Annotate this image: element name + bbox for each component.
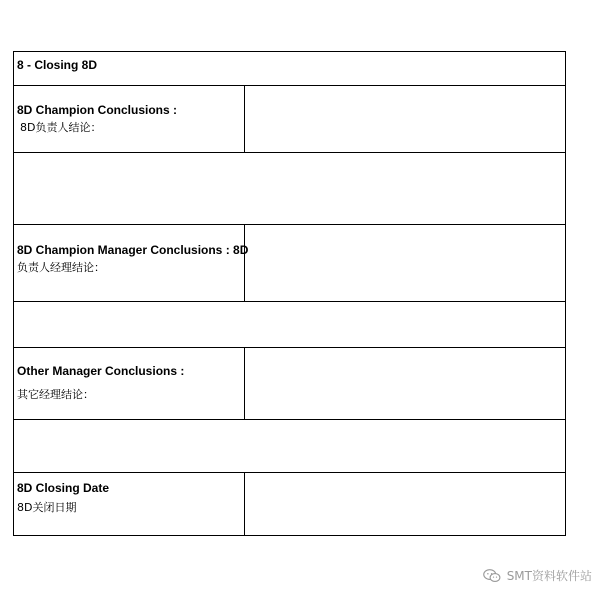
champion-manager-conclusions-label (14, 225, 249, 301)
closing-8d-form (13, 51, 566, 536)
champion-manager-conclusions-field[interactable] (245, 225, 565, 301)
closing-date-row (14, 473, 565, 535)
watermark (483, 567, 592, 584)
other-manager-conclusions-label-cn: 其它经理结论： (17, 388, 94, 401)
champion-manager-conclusions-row (14, 225, 565, 302)
section-header-row (14, 52, 565, 86)
closing-date-label-cn: 8D关闭日期 (17, 501, 77, 514)
other-manager-conclusions-label-en: Other Manager Conclusions : (17, 364, 185, 378)
champion-conclusions-field[interactable] (245, 86, 565, 152)
other-manager-notes-area[interactable] (14, 420, 565, 473)
champion-conclusions-label (14, 86, 245, 152)
closing-date-label (14, 473, 245, 535)
champion-conclusions-label-en: 8D Champion Conclusions : (17, 103, 178, 117)
other-manager-conclusions-label (14, 348, 245, 419)
other-manager-conclusions-field[interactable] (245, 348, 565, 419)
champion-conclusions-label-cn: 8D负责人结论： (20, 121, 102, 134)
closing-date-label-en: 8D Closing Date (17, 481, 110, 495)
closing-date-field[interactable] (245, 473, 565, 535)
champion-manager-conclusions-label-en: 8D Champion Manager Conclusions : 8D (17, 243, 249, 257)
section-title: 8 - Closing 8D (17, 58, 98, 72)
champion-manager-notes-area[interactable] (14, 302, 565, 348)
champion-manager-conclusions-label-cn: 负责人经理结论： (17, 261, 105, 274)
wechat-icon (483, 568, 501, 584)
other-manager-conclusions-row (14, 348, 565, 420)
champion-conclusions-row (14, 86, 565, 153)
watermark-text: SMT资料软件站 (506, 569, 592, 583)
champion-conclusions-notes-area[interactable] (14, 153, 565, 225)
